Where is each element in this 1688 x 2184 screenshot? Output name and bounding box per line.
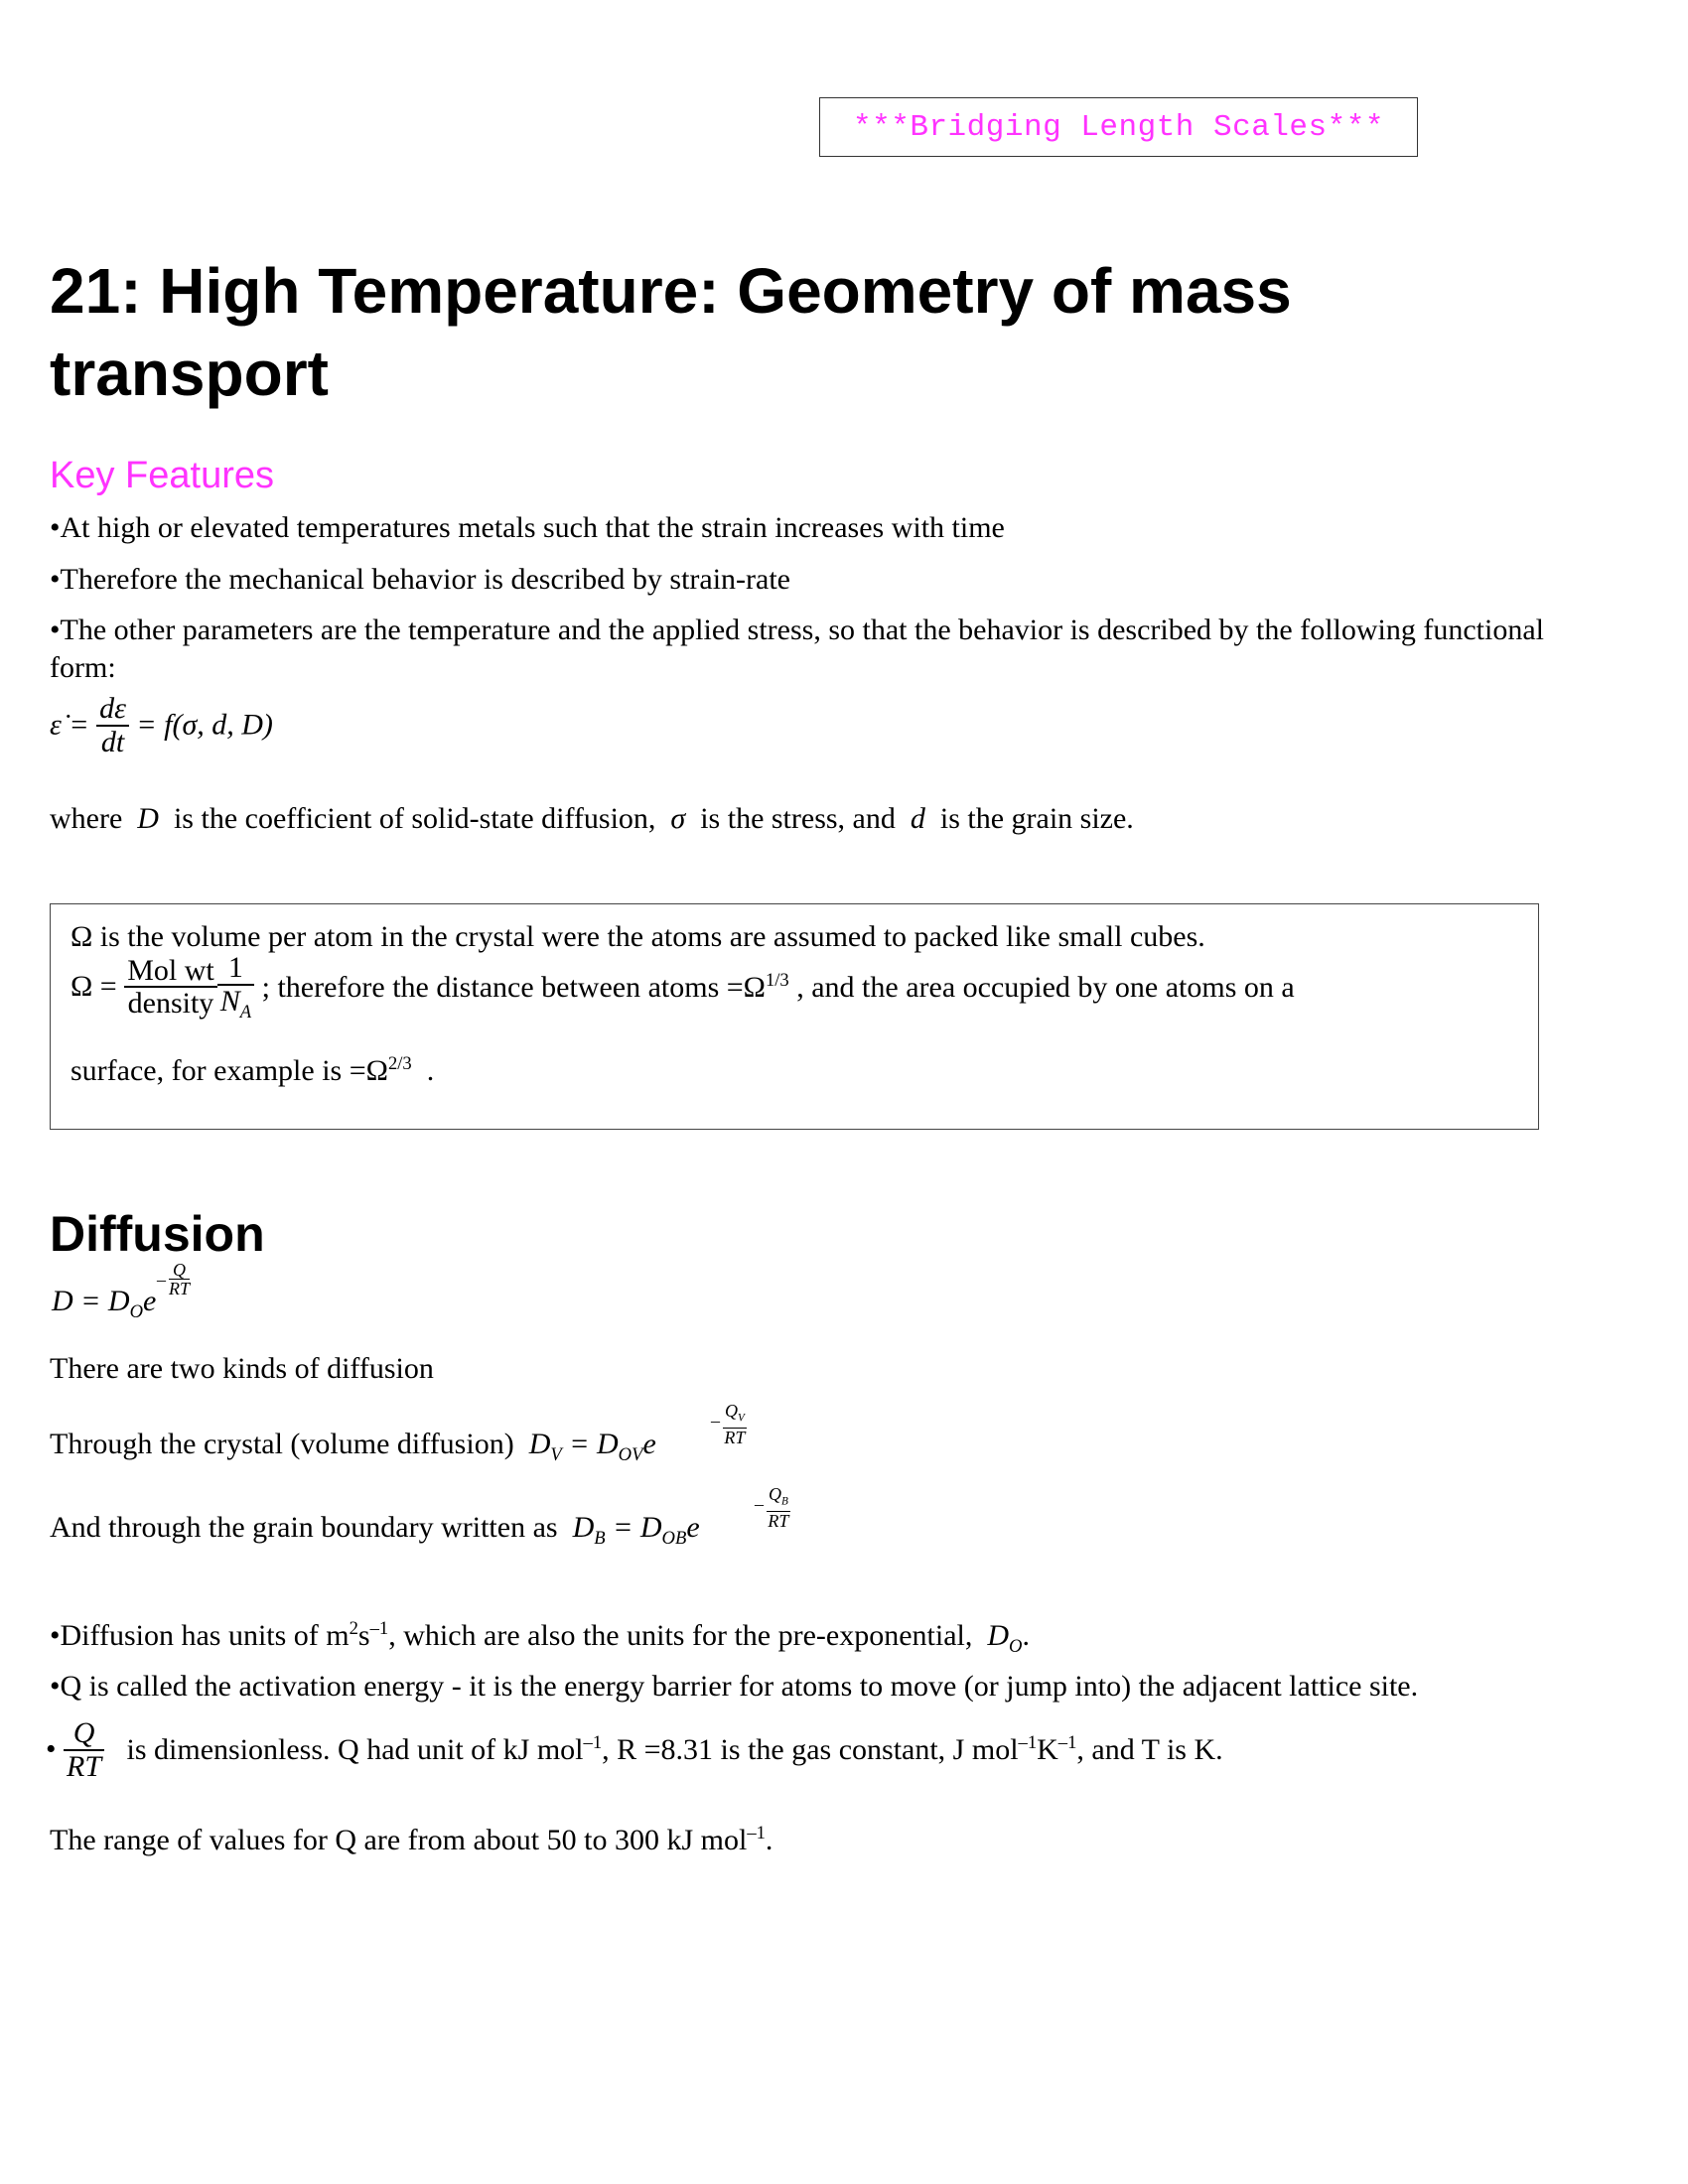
omega-definition-box <box>50 903 1539 1130</box>
range-line: The range of values for Q are from about 50 to 300 kJ mol$^{-1}$. <box>50 1823 774 1856</box>
strain-rate-equation: ε̇ = $\frac{d\varepsilon}{dt}$ = f(σ, d, D) <box>50 692 273 758</box>
units-line: •Diffusion has units of $m^2s^{-1}$, which are also the units for the pre-exponential, $D_O$. <box>50 1618 1030 1657</box>
diffusion-heading: Diffusion <box>50 1206 265 1262</box>
bullet-1: •At high or elevated temperatures metals such that the strain increases with time <box>50 511 1005 544</box>
activation-energy-line: •Q is called the activation energy - it is the energy barrier for atoms to move (or jump into) the adjacent lattice site. <box>50 1670 1419 1703</box>
bullet-2: •Therefore the mechanical behavior is described by strain-rate <box>50 563 790 596</box>
page-title: 21: High Temperature: Geometry of mass transport <box>50 255 1292 409</box>
boundary-diffusion-line: And through the grain boundary written as $D_B = D_{OB}e$ – $Q_B$ RT <box>50 1484 789 1549</box>
key-features-heading: Key Features <box>50 455 274 496</box>
header-tag <box>819 97 1418 157</box>
two-kinds-text: There are two kinds of diffusion <box>50 1352 434 1385</box>
omega-equation: Ω = $\frac{\text{Mol wt}}{\text{density}}$ $\frac{1}{N_A}$ ; therefore the distance between atoms $=\Omega^{1/3}$ , and the area occupied by one atoms on a <box>70 951 1295 1023</box>
omega-line-1: Ω is the volume per atom in the crystal were the atoms are assumed to packed like small cubes. <box>70 920 1205 953</box>
bullet-3: •The other parameters are the temperature and the applied stress, so that the behavior is described by the following functional form: <box>50 614 1544 684</box>
diffusion-equation: $D = D_Oe$ – Q RT <box>52 1260 191 1322</box>
omega-line-3: surface, for example is $=\Omega^{2/3}$ . <box>70 1053 435 1087</box>
q-over-rt-line: • $\frac{Q}{RT}$ is dimensionless. Q had unit of kJ mol$^{-1}$, R =8.31 is the gas constant, J $mol^{-1}K^{-1}$, and T is K. <box>46 1716 1223 1783</box>
volume-diffusion-line: Through the crystal (volume diffusion) $D_V = D_{OV}e$ – $Q_V$ RT <box>50 1401 746 1465</box>
header-tag-text: ***Bridging Length Scales*** <box>853 109 1384 145</box>
where-line: where D is the coefficient of solid-state diffusion, σ is the stress, and d is the grain size. <box>50 802 1134 835</box>
